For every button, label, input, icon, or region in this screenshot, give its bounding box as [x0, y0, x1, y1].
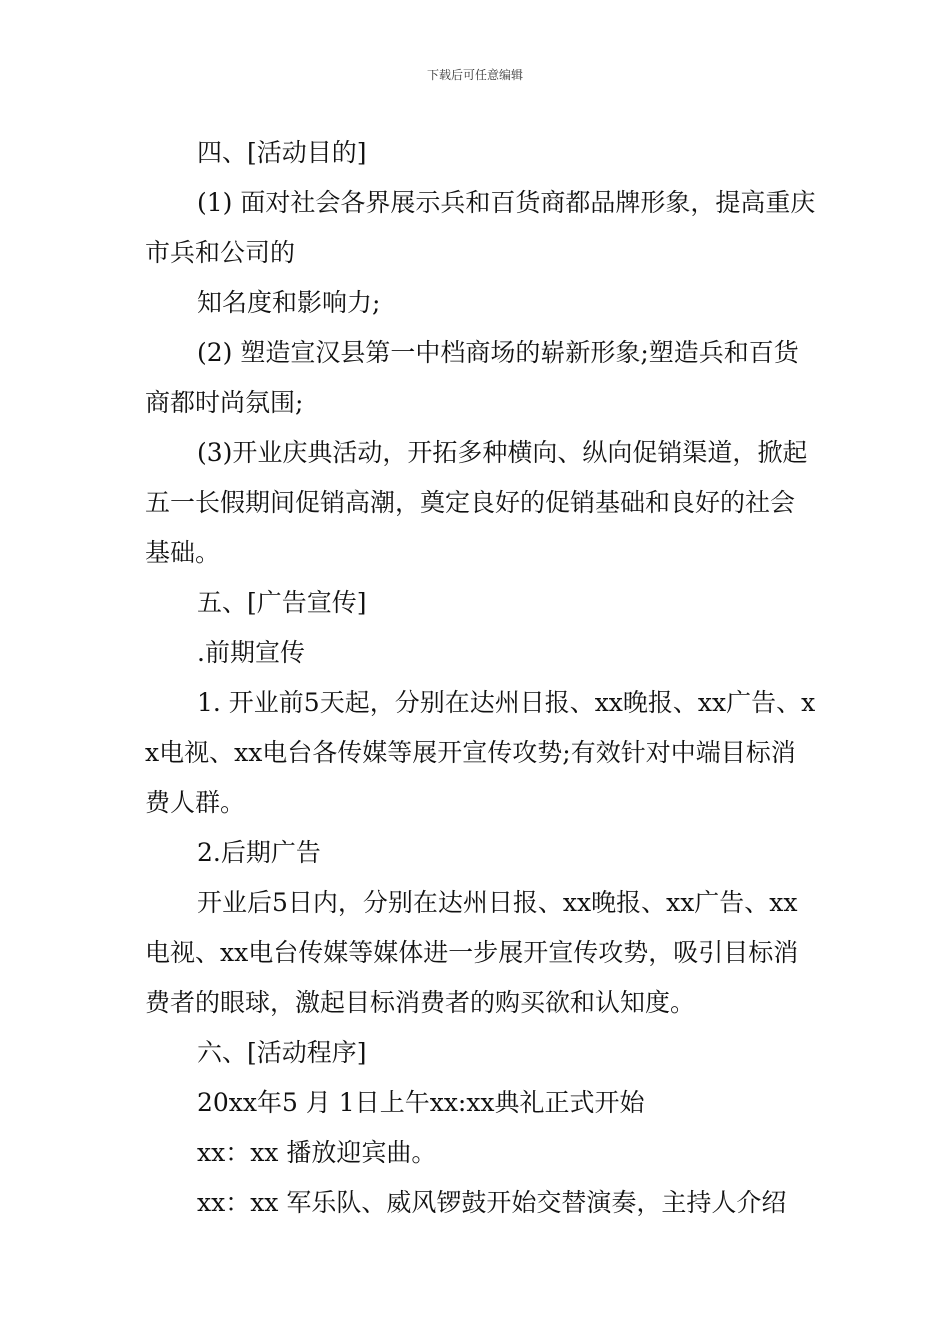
paragraph: (2) 塑造宣汉县第一中档商场的崭新形象;塑造兵和百货商都时尚氛围;: [145, 338, 799, 417]
paragraph: 1. 开业前5天起，分别在达州日报、xx晚报、xx广告、xx电视、xx电台各传媒等展开宣传攻势;有效针对中端目标消费人群。: [145, 688, 816, 817]
paragraph: 开业后5日内，分别在达州日报、xx晚报、xx广告、xx电视、xx电台传媒等媒体进一步展开宣传攻势，吸引目标消费者的眼球，激起目标消费者的购买欲和认知度。: [145, 888, 799, 1017]
subheading: .前期宣传: [197, 638, 305, 667]
section-heading-activity-program: 六、[活动程序]: [197, 1038, 367, 1067]
paragraph: (1) 面对社会各界展示兵和百货商都品牌形象，提高重庆市兵和公司的: [145, 188, 816, 267]
section-heading-activity-purpose: 四、[活动目的]: [197, 138, 367, 167]
subheading: 2.后期广告: [197, 838, 321, 867]
paragraph: 知名度和影响力;: [197, 288, 381, 317]
document-body: [145, 128, 817, 1228]
paragraph: (3)开业庆典活动，开拓多种横向、纵向促销渠道，掀起五一长假期间促销高潮，奠定良好的促销基础和良好的社会基础。: [145, 438, 808, 567]
paragraph: xx：xx 播放迎宾曲。: [197, 1138, 437, 1167]
section-heading-advertising: 五、[广告宣传]: [197, 588, 367, 617]
page-header: 下载后可任意编辑: [426, 68, 523, 82]
paragraph: xx：xx 军乐队、威风锣鼓开始交替演奏，主持人介绍: [197, 1188, 787, 1217]
paragraph: 20xx年5 月 1日上午xx:xx典礼正式开始: [197, 1088, 645, 1117]
